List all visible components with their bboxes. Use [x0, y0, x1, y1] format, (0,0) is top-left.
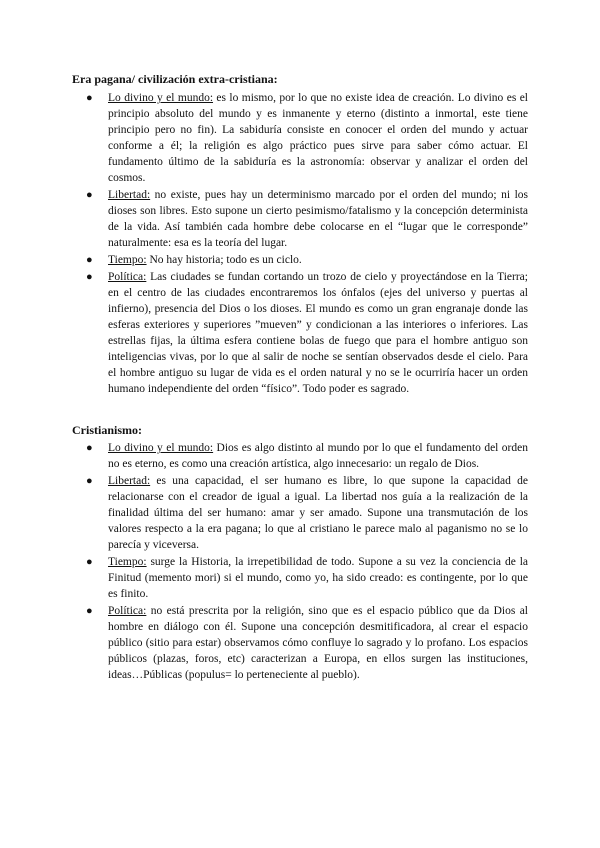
item-term: Tiempo:: [108, 556, 147, 568]
list-item: [72, 187, 528, 251]
list-item: [72, 90, 528, 186]
bullet-icon: ●: [86, 92, 93, 104]
item-text: no está prescrita por la religión, sino que es el espacio público que da Dios al hombre en diálogo con él. Supone una concepción desmitificadora, al crear el espacio público (sitio para estar) observamos cómo confluye lo sagrado y lo profano. Los espacios públicos (plazas, foros, etc) caracterizan a Europa, en ellos surgen las instituciones, ideas…Públicas (populus= lo perteneciente al pueblo).: [108, 605, 528, 681]
list-item: [72, 440, 528, 472]
item-text: No hay historia; todo es un ciclo.: [146, 254, 302, 266]
bullet-icon: ●: [86, 605, 93, 617]
item-text: Dios es algo distinto al mundo por lo que el fundamento del orden no es eterno, es como una creación artística, algo innecesario: un regalo de Dios.: [108, 442, 528, 470]
item-term: Tiempo:: [108, 254, 147, 266]
item-text: es lo mismo, por lo que no existe idea de creación. Lo divino es el principio absoluto del mundo y es inmanente y eterno (distinto a inmortal, este tiene principio pero no fin). La sabiduría consiste en conocer el orden del mundo y actuar conforme a él; la religión es algo práctico pues sirve para saber cómo actuar. El fundamento último de la sabiduría es la astronomía: observar y analizar el orden del cosmos.: [108, 92, 529, 184]
item-term: Libertad:: [108, 189, 151, 201]
list-item: [72, 554, 528, 602]
bullet-icon: ●: [86, 189, 93, 201]
item-text: Las ciudades se fundan cortando un trozo de cielo y proyectándose en la Tierra; en el centro de las ciudades encontraremos los ónfalos (ejes del universo y puertas al infierno), presencia del Dios o los dioses. El mundo es como un gran engranaje donde las esferas exteriores y superiores ”mueven” y condicionan a las interiores o inferiores. Las estrellas fijas, la última esfera contiene bolas de fuego que para el hombre antiguo son inteligencias vivas, por lo que al salir de noche se sentían observados desde el cielo. Para el hombre antiguo su lugar de vida es el orden natural y no se le ocurriría hacer un orden humano independiente del orden “físico”. Todo poder es sagrado.: [108, 271, 528, 395]
item-term: Libertad:: [108, 475, 151, 487]
section-title-christian: Cristianismo:: [72, 423, 142, 437]
bullet-icon: ●: [86, 271, 93, 283]
bullet-icon: ●: [86, 475, 93, 487]
item-term: Política:: [108, 605, 147, 617]
bullet-icon: ●: [86, 254, 93, 266]
list-item: [72, 252, 528, 268]
pagan-list: [72, 90, 528, 398]
section-title-pagan: Era pagana/ civilización extra-cristiana:: [72, 72, 278, 86]
bullet-icon: ●: [86, 556, 93, 568]
christian-list: [72, 440, 528, 684]
item-text: no existe, pues hay un determinismo marcado por el orden del mundo; ni los dioses son libres. Esto supone un cierto pesimismo/fatalismo y la concepción determinista de la vida. Así también cada hombre debe colocarse en el “lugar que le corresponde” naturalmente: esa es la teoría del lugar.: [108, 189, 528, 249]
list-item: [72, 473, 528, 553]
item-term: Lo divino y el mundo:: [108, 442, 214, 454]
list-item: [72, 603, 528, 683]
item-text: es una capacidad, el ser humano es libre, lo que supone la capacidad de relacionarse con el creador de igual a igual. La libertad nos guía a la realización de la finalidad última del ser humano: amar y ser amado. Supone una transmutación de los valores respecto a la era pagana; lo que al cristiano le parece malo al paganismo no se lo parecía y viceversa.: [108, 475, 528, 551]
bullet-icon: ●: [86, 442, 93, 454]
item-term: Política:: [108, 271, 147, 283]
item-term: Lo divino y el mundo:: [108, 92, 214, 104]
item-text: surge la Historia, la irrepetibilidad de todo. Supone a su vez la conciencia de la Finitud (memento mori) si el mundo, como yo, ha sido creado: es contingente, por lo que es finito.: [108, 556, 528, 600]
list-item: [72, 269, 528, 397]
